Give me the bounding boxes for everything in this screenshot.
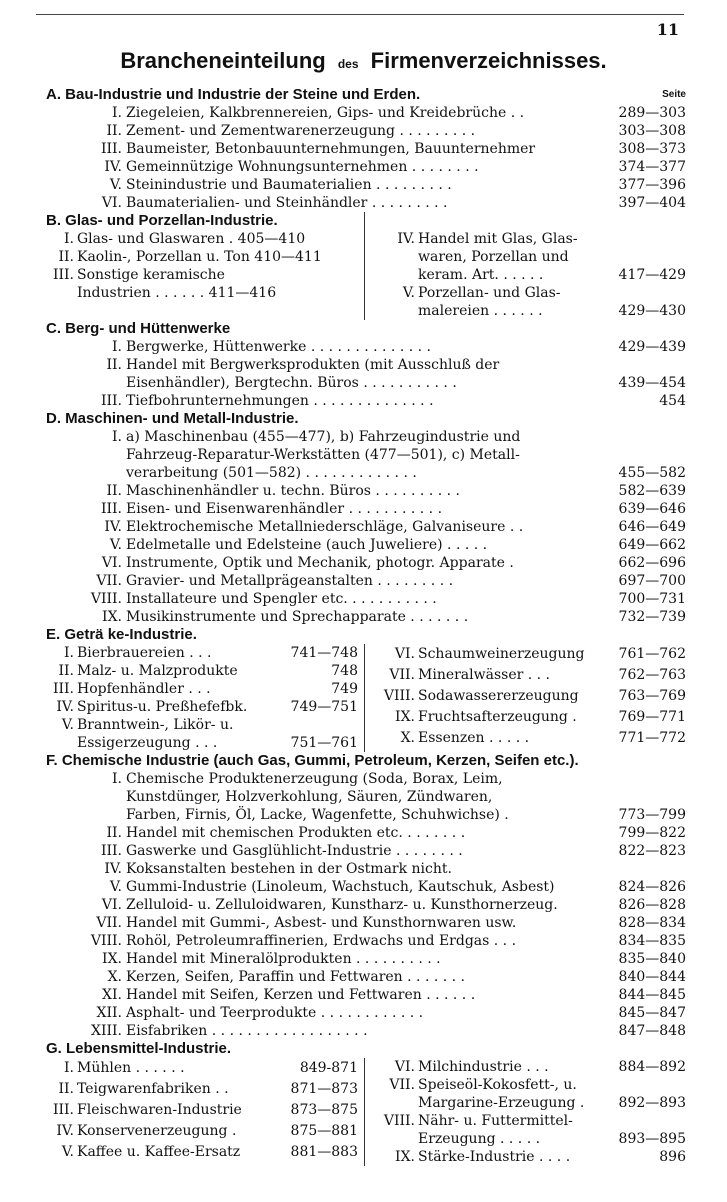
item-number: II. bbox=[58, 249, 74, 265]
list-item bbox=[371, 302, 686, 320]
item-text: Erzeugung . . . . . bbox=[418, 1131, 541, 1147]
item-pages: 662—696 bbox=[618, 555, 686, 571]
page-number: 11 bbox=[656, 20, 679, 39]
item-number: I. bbox=[112, 429, 122, 445]
list-item bbox=[46, 374, 686, 392]
section-b-columns bbox=[46, 230, 686, 320]
section-c-title: C. Berg- und Hüttenwerke bbox=[46, 320, 231, 337]
item-text: Kaffee u. Kaffee-Ersatz bbox=[77, 1144, 241, 1160]
item-pages: 303—308 bbox=[618, 123, 686, 139]
list-item bbox=[46, 230, 358, 248]
item-pages: 429—439 bbox=[618, 339, 686, 355]
item-text: Gummi-Industrie (Linoleum, Wachstuch, Kautschuk, Asbest) bbox=[126, 879, 555, 895]
item-text: Rohöl, Petroleumraffinerien, Erdwachs und Erdgas . . . bbox=[126, 933, 517, 949]
list-item bbox=[46, 680, 358, 698]
item-number: V. bbox=[402, 285, 415, 301]
list-item bbox=[371, 665, 686, 686]
item-number: V. bbox=[109, 879, 122, 895]
item-pages: 749—751 bbox=[290, 699, 358, 715]
item-pages: 639—646 bbox=[618, 501, 686, 517]
seite-label: Seite bbox=[662, 89, 686, 100]
item-text: Asphalt- und Teerprodukte . . . . . . . . . . . . bbox=[126, 1005, 424, 1021]
section-d-title: D. Maschinen- und Metall-Industrie. bbox=[46, 410, 299, 427]
item-number: I. bbox=[64, 645, 74, 661]
item-pages: 374—377 bbox=[618, 159, 686, 175]
list-item bbox=[46, 824, 686, 842]
list-item bbox=[371, 284, 686, 302]
section-b-title: B. Glas- und Porzellan-Industrie. bbox=[46, 212, 278, 229]
item-number: X. bbox=[107, 969, 122, 985]
item-pages: 429—430 bbox=[618, 303, 686, 319]
item-number: V. bbox=[109, 537, 122, 553]
item-number: X. bbox=[400, 730, 415, 746]
item-number: V. bbox=[61, 717, 74, 733]
item-number: XIII. bbox=[90, 1023, 122, 1039]
list-item bbox=[371, 1112, 686, 1130]
list-item bbox=[46, 788, 686, 806]
item-text: Edelmetalle und Edelsteine (auch Juweliere) . . . . . bbox=[126, 537, 488, 553]
item-pages: 769—771 bbox=[618, 709, 686, 725]
item-text: Speiseöl-Kokosfett-, u. bbox=[418, 1077, 577, 1093]
list-item bbox=[46, 1100, 358, 1121]
item-text: Eisen- und Eisenwarenhändler . . . . . . . . . . . bbox=[126, 501, 443, 517]
item-text: Koksanstalten bestehen in der Ostmark nicht. bbox=[126, 861, 452, 877]
item-text: Handel mit Seifen, Kerzen und Fettwaren . . . . . . bbox=[126, 987, 476, 1003]
item-text: Farben, Firnis, Öl, Lacke, Wagenfette, Schuhwichse) . bbox=[126, 807, 509, 823]
section-e-left bbox=[46, 644, 358, 752]
item-pages: 871—873 bbox=[290, 1081, 358, 1097]
top-rule bbox=[36, 14, 684, 15]
item-text: Spiritus-u. Preßhefefbk. bbox=[77, 699, 248, 715]
list-item bbox=[46, 1079, 358, 1100]
item-pages: 455—582 bbox=[618, 465, 686, 481]
list-item bbox=[371, 230, 686, 248]
list-item bbox=[46, 734, 358, 752]
item-pages: 308—373 bbox=[618, 141, 686, 157]
item-pages: 697—700 bbox=[618, 573, 686, 589]
item-text: Bierbrauereien . . . bbox=[77, 645, 212, 661]
item-pages: 582—639 bbox=[618, 483, 686, 499]
item-pages: 748 bbox=[331, 663, 358, 679]
list-item bbox=[46, 464, 686, 482]
item-text: Steinindustrie und Baumaterialien . . . . . . . . . bbox=[126, 177, 452, 193]
item-pages: 397—404 bbox=[618, 195, 686, 211]
list-item bbox=[46, 572, 686, 590]
item-number: IV. bbox=[104, 861, 122, 877]
item-pages: 835—840 bbox=[618, 951, 686, 967]
item-pages: 749 bbox=[331, 681, 358, 697]
list-item bbox=[371, 728, 686, 749]
section-g-right bbox=[371, 1058, 686, 1166]
item-text: Chemische Produktenerzeugung (Soda, Borax, Leim, bbox=[126, 771, 503, 787]
item-text: Kaolin-, Porzellan u. Ton 410—411 bbox=[77, 249, 322, 265]
title-part-3: Firmenverzeichnisses. bbox=[370, 48, 607, 73]
item-number: IX. bbox=[102, 951, 122, 967]
list-item bbox=[46, 356, 686, 374]
item-number: IX. bbox=[102, 609, 122, 625]
item-pages: 763—769 bbox=[618, 688, 686, 704]
item-number: V. bbox=[61, 1144, 74, 1160]
list-item bbox=[371, 1094, 686, 1112]
list-item bbox=[46, 590, 686, 608]
list-item bbox=[46, 446, 686, 464]
item-pages: 847—848 bbox=[618, 1023, 686, 1039]
list-item bbox=[46, 878, 686, 896]
item-text: Baumaterialien- und Steinhändler . . . . . . . . . bbox=[126, 195, 448, 211]
list-item bbox=[46, 608, 686, 626]
list-item bbox=[46, 482, 686, 500]
item-text: Malz- u. Malzprodukte bbox=[77, 663, 238, 679]
item-text: Elektrochemische Metallniederschläge, Galvaniseure . . bbox=[126, 519, 524, 535]
section-g-columns bbox=[46, 1058, 686, 1166]
list-item bbox=[371, 1130, 686, 1148]
item-text: Musikinstrumente und Sprechapparate . . . . . . . bbox=[126, 609, 469, 625]
item-text: Bergwerke, Hüttenwerke . . . . . . . . . . . . . . bbox=[126, 339, 431, 355]
list-item bbox=[46, 860, 686, 878]
list-item bbox=[46, 770, 686, 788]
list-item bbox=[46, 194, 686, 212]
item-number: III. bbox=[100, 501, 122, 517]
item-pages: 884—892 bbox=[618, 1059, 686, 1075]
item-text: Kunstdünger, Holzverkohlung, Säuren, Zündwaren, bbox=[126, 789, 493, 805]
list-item bbox=[371, 1058, 686, 1076]
list-item bbox=[46, 950, 686, 968]
list-item bbox=[46, 248, 358, 266]
section-g-title: G. Lebensmittel-Industrie. bbox=[46, 1040, 232, 1057]
item-text: Gaswerke und Gasglühlicht-Industrie . . . . . . . . bbox=[126, 843, 463, 859]
item-text: Stärke-Industrie . . . . bbox=[418, 1149, 571, 1165]
list-item bbox=[46, 932, 686, 950]
list-item bbox=[371, 707, 686, 728]
item-pages: 893—895 bbox=[618, 1131, 686, 1147]
section-a-list bbox=[46, 104, 686, 212]
item-pages: 700—731 bbox=[618, 591, 686, 607]
item-pages: 873—875 bbox=[290, 1102, 358, 1118]
item-text: Fahrzeug-Reparatur-Werkstätten (477—501), c) Metall- bbox=[126, 447, 520, 463]
item-text: a) Maschinenbau (455—477), b) Fahrzeugindustrie und bbox=[126, 429, 521, 445]
item-number: II. bbox=[106, 825, 122, 841]
item-text: Baumeister, Betonbauunternehmungen, Bauunternehmer bbox=[126, 141, 536, 157]
item-number: IV. bbox=[56, 699, 74, 715]
section-a-title: A. Bau-Industrie und Industrie der Steine und Erden. bbox=[46, 86, 421, 103]
item-number: IX. bbox=[395, 709, 415, 725]
item-text: Zelluloid- u. Zelluloidwaren, Kunstharz- u. Kunsthornerzeug. bbox=[126, 897, 558, 913]
item-number: I. bbox=[112, 339, 122, 355]
item-text: Margarine-Erzeugung . bbox=[418, 1095, 585, 1111]
list-item bbox=[46, 428, 686, 446]
index-content bbox=[46, 86, 686, 1166]
list-item bbox=[46, 518, 686, 536]
item-number: IV. bbox=[104, 519, 122, 535]
item-pages: 454 bbox=[659, 393, 686, 409]
list-item bbox=[46, 914, 686, 932]
list-item bbox=[46, 968, 686, 986]
item-number: VIII. bbox=[90, 933, 122, 949]
column-divider bbox=[364, 1058, 365, 1166]
section-d-list bbox=[46, 428, 686, 626]
column-divider bbox=[364, 212, 365, 320]
item-text: keram. Art. . . . . . bbox=[418, 267, 544, 283]
item-pages: 762—763 bbox=[618, 667, 686, 683]
item-text: Handel mit Gummi-, Asbest- und Kunsthornwaren usw. bbox=[126, 915, 517, 931]
item-number: VI. bbox=[101, 555, 122, 571]
item-text: waren, Porzellan und bbox=[418, 249, 569, 265]
item-number: IV. bbox=[56, 1123, 74, 1139]
section-a-header bbox=[46, 86, 686, 104]
item-pages: 881—883 bbox=[290, 1144, 358, 1160]
item-text: Konservenerzeugung . bbox=[77, 1123, 237, 1139]
section-e-title: E. Geträ ke-Industrie. bbox=[46, 626, 197, 643]
item-pages: 834—835 bbox=[618, 933, 686, 949]
list-item bbox=[46, 104, 686, 122]
list-item bbox=[46, 806, 686, 824]
item-pages: 799—822 bbox=[618, 825, 686, 841]
list-item bbox=[46, 284, 358, 302]
item-number: II. bbox=[106, 357, 122, 373]
item-number: I. bbox=[112, 105, 122, 121]
item-number: I. bbox=[64, 231, 74, 247]
list-item bbox=[46, 158, 686, 176]
item-text: Gemeinnützige Wohnungsunternehmen . . . . . . . . bbox=[126, 159, 479, 175]
list-item bbox=[46, 896, 686, 914]
list-item bbox=[46, 338, 686, 356]
list-item bbox=[46, 644, 358, 662]
item-text: Instrumente, Optik und Mechanik, photogr. Apparate . bbox=[126, 555, 514, 571]
item-number: VII. bbox=[389, 667, 415, 683]
title-part-2: des bbox=[337, 57, 359, 71]
item-text: Sonstige keramische bbox=[77, 267, 225, 283]
section-g-left bbox=[46, 1058, 358, 1166]
item-pages: 845—847 bbox=[618, 1005, 686, 1021]
item-pages: 741—748 bbox=[290, 645, 358, 661]
item-text: Eisenhändler), Bergtechn. Büros . . . . . . . . . . . bbox=[126, 375, 457, 391]
item-number: I. bbox=[64, 1060, 74, 1076]
list-item bbox=[46, 1142, 358, 1163]
item-number: XI. bbox=[102, 987, 122, 1003]
list-item bbox=[46, 536, 686, 554]
item-number: II. bbox=[58, 1081, 74, 1097]
item-number: IX. bbox=[395, 1149, 415, 1165]
list-item bbox=[46, 1121, 358, 1142]
item-text: Gravier- und Metallprägeanstalten . . . . . . . . . bbox=[126, 573, 454, 589]
item-pages: 826—828 bbox=[618, 897, 686, 913]
list-item bbox=[371, 248, 686, 266]
item-text: Installateure und Spengler etc. . . . . . . . . . . bbox=[126, 591, 437, 607]
item-text: Industrien . . . . . . 411—416 bbox=[77, 285, 277, 301]
list-item bbox=[371, 266, 686, 284]
item-number: VII. bbox=[96, 915, 122, 931]
item-number: III. bbox=[52, 267, 74, 283]
section-c-list bbox=[46, 338, 686, 410]
section-e-right bbox=[371, 644, 686, 752]
item-number: II. bbox=[58, 663, 74, 679]
list-item bbox=[46, 1022, 686, 1040]
item-text: Milchindustrie . . . bbox=[418, 1059, 549, 1075]
item-number: II. bbox=[106, 123, 122, 139]
item-pages: 892—893 bbox=[618, 1095, 686, 1111]
item-pages: 751—761 bbox=[290, 735, 358, 751]
list-item bbox=[371, 1148, 686, 1166]
list-item bbox=[371, 644, 686, 665]
item-number: VI. bbox=[394, 646, 415, 662]
section-f-list bbox=[46, 770, 686, 1040]
item-text: Zement- und Zementwarenerzeugung . . . . . . . . . bbox=[126, 123, 476, 139]
item-text: Essigerzeugung . . . bbox=[77, 735, 218, 751]
item-text: Essenzen . . . . . bbox=[418, 730, 530, 746]
item-text: Sodawassererzeugung bbox=[418, 688, 579, 704]
item-text: Handel mit Glas, Glas- bbox=[418, 231, 578, 247]
item-pages: 822—823 bbox=[618, 843, 686, 859]
item-text: Hopfenhändler . . . bbox=[77, 681, 211, 697]
item-text: Maschinenhändler u. techn. Büros . . . . . . . . . . bbox=[126, 483, 460, 499]
item-number: III. bbox=[52, 681, 74, 697]
item-pages: 849-871 bbox=[299, 1060, 358, 1076]
item-pages: 828—834 bbox=[618, 915, 686, 931]
item-text: Eisfabriken . . . . . . . . . . . . . . . . . . bbox=[126, 1023, 368, 1039]
item-number: VI. bbox=[101, 195, 122, 211]
item-text: Nähr- u. Futtermittel- bbox=[418, 1113, 573, 1129]
item-number: V. bbox=[109, 177, 122, 193]
item-text: Fruchtsafterzeugung . bbox=[418, 709, 577, 725]
item-number: VI. bbox=[394, 1059, 415, 1075]
list-item bbox=[46, 122, 686, 140]
item-text: Handel mit Mineralölprodukten . . . . . . . . . . bbox=[126, 951, 441, 967]
item-text: Glas- und Glaswaren . 405—410 bbox=[77, 231, 306, 247]
item-pages: 840—844 bbox=[618, 969, 686, 985]
item-pages: 732—739 bbox=[618, 609, 686, 625]
list-item bbox=[371, 1076, 686, 1094]
item-number: I. bbox=[112, 771, 122, 787]
item-text: Teigwarenfabriken . . bbox=[77, 1081, 229, 1097]
item-text: Mineralwässer . . . bbox=[418, 667, 551, 683]
item-number: VIII. bbox=[383, 1113, 415, 1129]
item-number: XII. bbox=[96, 1005, 122, 1021]
list-item bbox=[46, 176, 686, 194]
item-number: VII. bbox=[389, 1077, 415, 1093]
list-item bbox=[46, 842, 686, 860]
item-number: III. bbox=[100, 843, 122, 859]
item-pages: 439—454 bbox=[618, 375, 686, 391]
item-text: malereien . . . . . . bbox=[418, 303, 543, 319]
item-number: IV. bbox=[104, 159, 122, 175]
section-f-title: F. Chemische Industrie (auch Gas, Gummi, Petroleum, Kerzen, Seifen etc.). bbox=[46, 752, 579, 769]
item-text: Porzellan- und Glas- bbox=[418, 285, 561, 301]
list-item bbox=[46, 392, 686, 410]
list-item bbox=[46, 698, 358, 716]
item-number: III. bbox=[52, 1102, 74, 1118]
section-b-right bbox=[371, 230, 686, 320]
item-pages: 417—429 bbox=[618, 267, 686, 283]
item-text: Mühlen . . . . . . bbox=[77, 1060, 185, 1076]
item-pages: 377—396 bbox=[618, 177, 686, 193]
column-divider bbox=[364, 644, 365, 752]
list-item bbox=[46, 500, 686, 518]
item-number: VI. bbox=[101, 897, 122, 913]
list-item bbox=[46, 716, 358, 734]
item-pages: 875—881 bbox=[290, 1123, 358, 1139]
item-pages: 289—303 bbox=[618, 105, 686, 121]
list-item bbox=[371, 686, 686, 707]
title-part-1: Brancheneinteilung bbox=[120, 48, 326, 73]
item-pages: 646—649 bbox=[618, 519, 686, 535]
section-e-columns bbox=[46, 644, 686, 752]
list-item bbox=[46, 140, 686, 158]
item-pages: 773—799 bbox=[618, 807, 686, 823]
item-number: VII. bbox=[96, 573, 122, 589]
item-text: Handel mit Bergwerksprodukten (mit Ausschluß der bbox=[126, 357, 500, 373]
list-item bbox=[46, 554, 686, 572]
item-text: Ziegeleien, Kalkbrennereien, Gips- und Kreidebrüche . . bbox=[126, 105, 525, 121]
item-pages: 771—772 bbox=[618, 730, 686, 746]
list-item bbox=[46, 1004, 686, 1022]
item-text: verarbeitung (501—582) . . . . . . . . . . . . . bbox=[126, 465, 417, 481]
item-pages: 824—826 bbox=[618, 879, 686, 895]
list-item bbox=[46, 1058, 358, 1079]
item-pages: 896 bbox=[659, 1149, 686, 1165]
item-text: Handel mit chemischen Produkten etc. . . . . . . . bbox=[126, 825, 466, 841]
item-number: VIII. bbox=[90, 591, 122, 607]
item-number: IV. bbox=[397, 231, 415, 247]
list-item bbox=[46, 266, 358, 284]
item-text: Kerzen, Seifen, Paraffin und Fettwaren . . . . . . . bbox=[126, 969, 466, 985]
item-text: Tiefbohrunternehmungen . . . . . . . . . . . . . . bbox=[126, 393, 434, 409]
item-number: III. bbox=[100, 393, 122, 409]
item-pages: 649—662 bbox=[618, 537, 686, 553]
item-text: Fleischwaren-Industrie bbox=[77, 1102, 242, 1118]
item-number: II. bbox=[106, 483, 122, 499]
item-text: Branntwein-, Likör- u. bbox=[77, 717, 234, 733]
item-text: Schaumweinerzeugung bbox=[418, 646, 585, 662]
item-pages: 761—762 bbox=[618, 646, 686, 662]
list-item bbox=[46, 662, 358, 680]
item-number: III. bbox=[100, 141, 122, 157]
page-title bbox=[0, 46, 727, 79]
item-number: VIII. bbox=[383, 688, 415, 704]
section-b-left bbox=[46, 230, 358, 320]
list-item bbox=[46, 986, 686, 1004]
item-pages: 844—845 bbox=[618, 987, 686, 1003]
